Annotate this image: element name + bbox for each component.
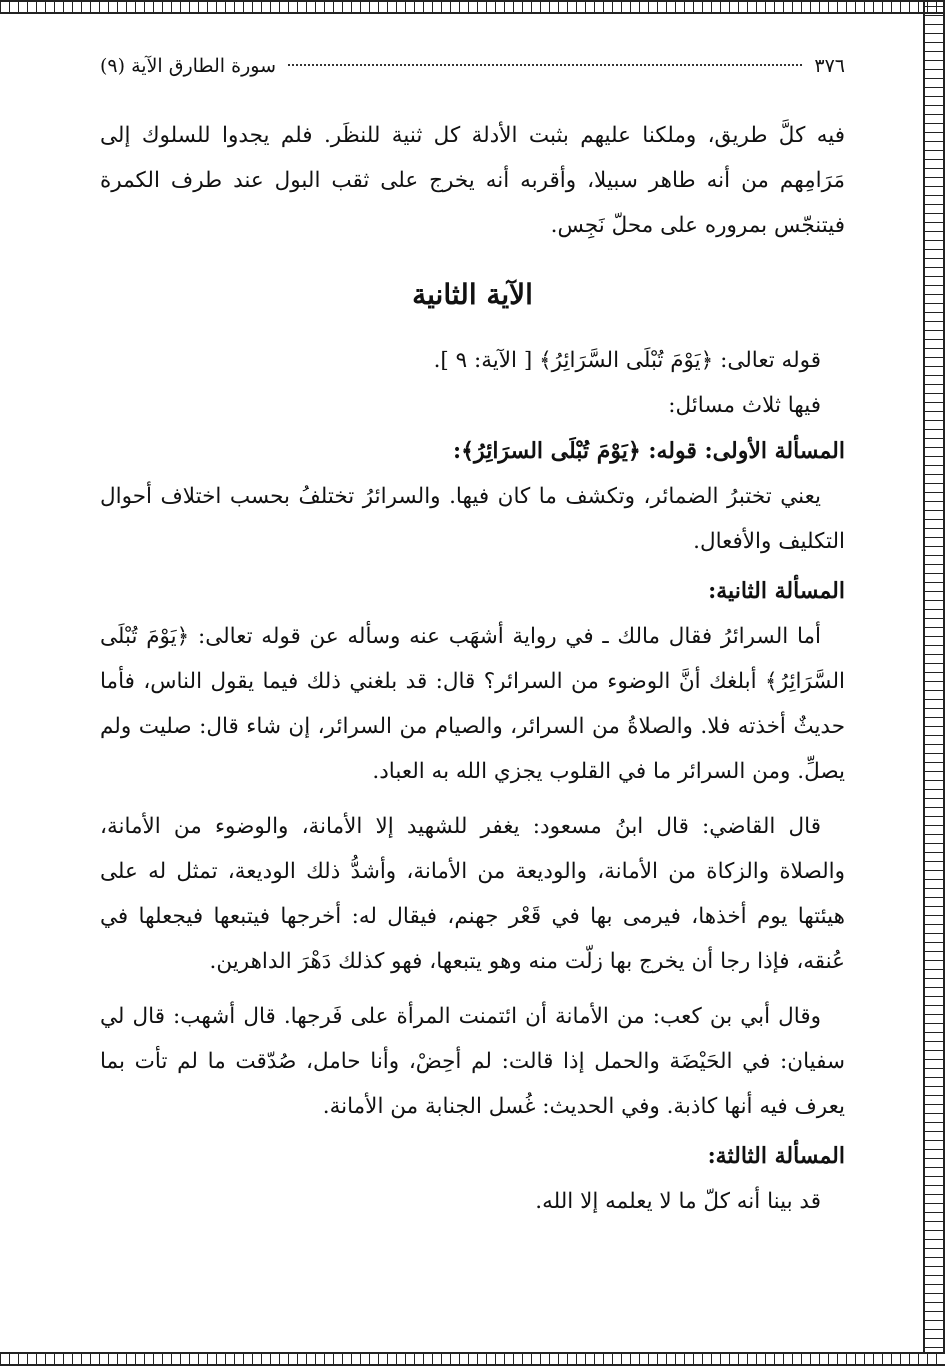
issue2-paragraph-3: وقال أبي بن كعب: من الأمانة أن ائتمنت المرأة على فَرجها. قال أشهب: قال لي سفيان: في الحَيْضَة والحمل إذا قالت: لم أحِضْ، وأنا حامل، صُدّقت ما لم تأت بما يعرف فيه أنها كاذبة. وفي الحديث: غُسل الجنابة من الأمانة. bbox=[100, 1004, 845, 1119]
page-body bbox=[100, 55, 845, 1224]
intro-paragraph: فيه كلَّ طريق، وملكنا عليهم بثبت الأدلة كل ثنية للنظَر. فلم يجدوا للسلوك إلى مَرَامِهم من أنه طاهر سبيلا، وأقربه أنه يخرج على ثقب البول عند طرف الكمرة فيتنجّس بمروره على محلّ نَجِس. bbox=[100, 123, 845, 238]
issue1-heading: المسألة الأولى: قوله: ﴿يَوْمَ تُبْلَى السرَائِرُ﴾: bbox=[453, 438, 845, 464]
issue2-heading: المسألة الثانية: bbox=[708, 578, 845, 604]
issue2-paragraph-1: أما السرائرُ فقال مالك ـ في رواية أشهَب عنه وسأله عن قوله تعالى: ﴿يَوْمَ تُبْلَى السَّرَائِرُ﴾ أبلغك أنَّ الوضوء من السرائر؟ قال: قد بلغني ذلك فيما يقول الناس، فأما حديثٌ أخذته فلا. والصلاةُ من السرائر، والصيام من السرائر، إن شاء قال: صليت ولم يصلِّ. ومن السرائر ما في القلوب يجزي الله به العباد. bbox=[100, 624, 845, 784]
issue2-paragraph-2: قال القاضي: قال ابنُ مسعود: يغفر للشهيد إلا الأمانة، والوضوء من الأمانة، والصلاة والزكاة من الأمانة، والوديعة من الأمانة، وأشدُّ ذلك الوديعة، تمثل له على هيئتها يوم أخذها، فيرمى بها في قَعْر جهنم، فيقال له: أخرجها فيتبعها فيجعلها في عُنقه، فإذا رجا أن يخرج بها زلّت منه وهو يتبعها، فهو كذلك دَهْرَ الداهرين. bbox=[100, 814, 845, 974]
issue3-heading: المسألة الثالثة: bbox=[707, 1143, 845, 1169]
dotted-leader bbox=[288, 64, 802, 66]
running-title: سورة الطارق الآية (٩) bbox=[100, 55, 276, 77]
issue3-text: قد بينا أنه كلّ ما لا يعلمه إلا الله. bbox=[535, 1189, 821, 1214]
issues-intro: فيها ثلاث مسائل: bbox=[668, 393, 821, 418]
issue1-text: يعني تختبرُ الضمائر، وتكشف ما كان فيها. والسرائرُ تختلفُ بحسب اختلاف أحوال التكليف والأفعال. bbox=[100, 484, 845, 554]
page-number: ٣٧٦ bbox=[814, 55, 845, 77]
section-title: الآية الثانية bbox=[412, 278, 533, 311]
running-header bbox=[100, 55, 845, 95]
right-ornamental-border bbox=[923, 0, 945, 1366]
top-ornamental-border bbox=[0, 0, 945, 14]
bottom-ornamental-border bbox=[0, 1352, 945, 1366]
verse-line: قوله تعالى: ﴿يَوْمَ تُبْلَى السَّرَائِرُ﴾ [ الآية: ٩ ]. bbox=[433, 348, 821, 373]
